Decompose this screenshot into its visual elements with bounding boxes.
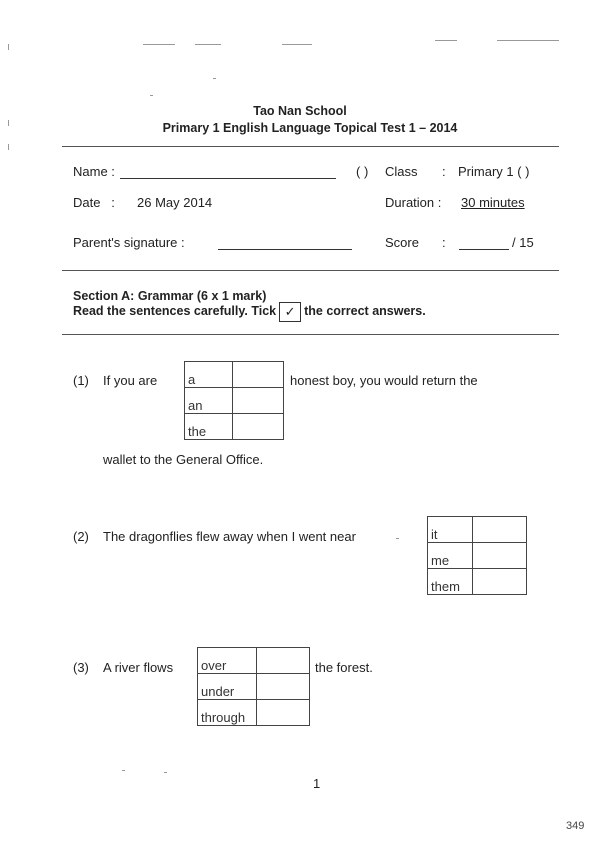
school-name: Tao Nan School <box>253 104 347 118</box>
instruction-text-after: the correct answers. <box>304 304 426 318</box>
option-tick-cell[interactable] <box>233 414 284 440</box>
divider-middle <box>62 270 559 271</box>
test-title: Primary 1 English Language Topical Test 1 – 2014 <box>162 121 458 135</box>
date-label: Date : <box>73 195 115 210</box>
score-blank[interactable] <box>459 249 509 250</box>
scan-speck <box>8 120 9 126</box>
class-colon: : <box>442 164 446 179</box>
option-label: over <box>198 648 257 674</box>
option-table-q1 <box>184 361 284 440</box>
duration-label: Duration : <box>385 195 442 210</box>
option-tick-cell[interactable] <box>473 569 527 595</box>
option-row <box>185 388 284 414</box>
duration-value: 30 minutes <box>461 195 525 210</box>
parent-signature-label: Parent's signature : <box>73 235 185 250</box>
option-label: the <box>185 414 233 440</box>
scan-speck <box>8 44 9 50</box>
option-tick-cell[interactable] <box>233 362 284 388</box>
option-tick-cell[interactable] <box>257 674 310 700</box>
scan-speck <box>282 44 312 45</box>
option-row <box>198 700 310 726</box>
question-number: (1) <box>73 373 89 388</box>
scan-speck <box>396 538 399 539</box>
option-label: under <box>198 674 257 700</box>
corner-page-number: 349 <box>566 820 585 832</box>
scan-speck <box>143 44 175 45</box>
parent-signature-blank[interactable] <box>218 249 352 250</box>
option-row <box>185 362 284 388</box>
option-tick-cell[interactable] <box>233 388 284 414</box>
option-table-q3 <box>197 647 310 726</box>
section-instruction <box>73 301 426 322</box>
option-table-q2 <box>427 516 527 595</box>
question-number: (3) <box>73 660 89 675</box>
register-bracket: ( ) <box>356 164 369 179</box>
option-tick-cell[interactable] <box>473 517 527 543</box>
date-value: 26 May 2014 <box>137 195 213 210</box>
question-text-continuation: wallet to the General Office. <box>103 452 264 467</box>
option-row <box>198 674 310 700</box>
option-label: a <box>185 362 233 388</box>
scan-speck <box>497 40 559 41</box>
option-label: it <box>428 517 473 543</box>
class-value: Primary 1 ( ) <box>458 164 530 179</box>
option-row <box>198 648 310 674</box>
question-text-continued: the forest. <box>315 660 373 675</box>
option-row <box>428 569 527 595</box>
option-label: an <box>185 388 233 414</box>
option-tick-cell[interactable] <box>257 648 310 674</box>
question-number: (2) <box>73 529 89 544</box>
option-tick-cell[interactable] <box>473 543 527 569</box>
divider-top <box>62 146 559 147</box>
option-label: them <box>428 569 473 595</box>
section-title: Section A: Grammar (6 x 1 mark) <box>73 289 267 303</box>
scan-speck <box>435 40 457 41</box>
name-label: Name : <box>73 164 115 179</box>
question-text: The dragonflies flew away when I went near <box>103 529 356 544</box>
score-total: / 15 <box>512 235 534 250</box>
class-label: Class <box>385 164 418 179</box>
question-text: A river flows <box>103 660 174 675</box>
option-row <box>428 543 527 569</box>
scan-speck <box>122 770 125 771</box>
score-label: Score <box>385 235 419 250</box>
instruction-text-before: Read the sentences carefully. Tick <box>73 304 277 318</box>
scan-speck <box>164 772 167 773</box>
question-text-continued: honest boy, you would return the <box>290 373 478 388</box>
divider-section <box>62 334 559 335</box>
option-tick-cell[interactable] <box>257 700 310 726</box>
option-row <box>185 414 284 440</box>
scan-speck <box>150 95 153 96</box>
score-colon: : <box>442 235 446 250</box>
scan-speck <box>195 44 221 45</box>
page-number: 1 <box>313 776 321 791</box>
option-label: through <box>198 700 257 726</box>
option-label: me <box>428 543 473 569</box>
scan-speck <box>213 78 216 79</box>
scan-speck <box>8 144 9 150</box>
question-text: If you are <box>103 373 158 388</box>
option-row <box>428 517 527 543</box>
tick-icon: ✓ <box>279 302 301 322</box>
name-blank[interactable] <box>120 178 336 179</box>
